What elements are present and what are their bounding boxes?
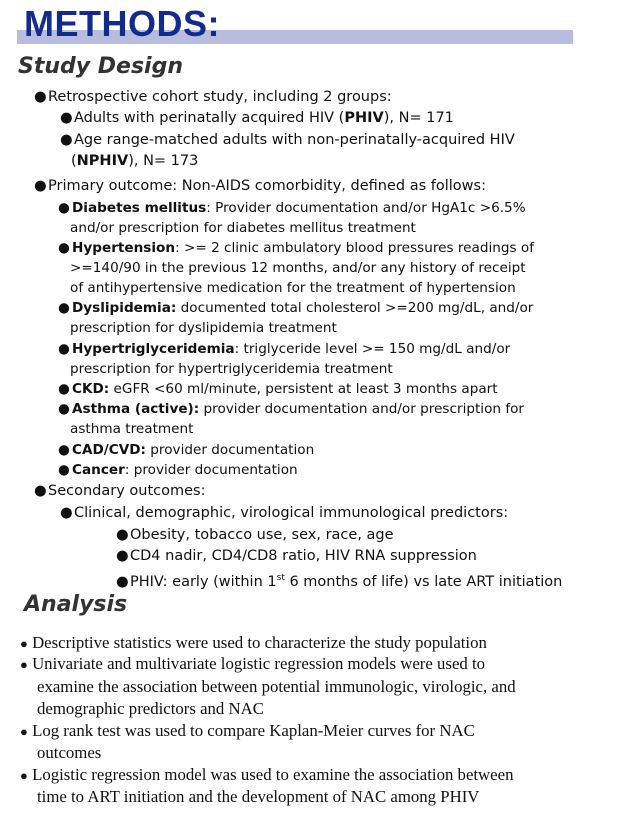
hypertension-cont-1: >=140/90 in the previous 12 months, and/or any history of receipt: [70, 260, 526, 276]
analysis-bullet-3: ● Log rank test was used to compare Kaplan-Meier curves for NAC: [20, 721, 475, 740]
asthma-cont: asthma treatment: [70, 421, 194, 437]
bullet-hypertension: ● Hypertension: >= 2 clinic ambulatory blood pressures readings of: [58, 240, 535, 256]
diabetes-cont: and/or prescription for diabetes mellitus treatment: [70, 220, 416, 236]
analysis-heading: Analysis: [24, 592, 128, 617]
page-title: METHODS:: [24, 3, 220, 44]
analysis-bullet-1: ● Descriptive statistics were used to characterize the study population: [20, 633, 487, 652]
bullet-phiv: ●Adults with perinatally acquired HIV (PHIV), N= 171: [60, 110, 454, 126]
bullet-ckd: ● CKD: eGFR <60 ml/minute, persistent at least 3 months apart: [58, 381, 498, 397]
bullet-cad-cvd: ● CAD/CVD: provider documentation: [58, 442, 315, 458]
bullet-obesity: ●Obesity, tobacco use, sex, race, age: [116, 527, 394, 543]
bullet-retrospective: ●Retrospective cohort study, including 2 groups:: [34, 89, 392, 105]
bullet-art-initiation: ●PHIV: early (within 1st 6 months of life) vs late ART initiation: [116, 573, 563, 590]
bullet-nphiv-cont: (NPHIV), N= 173: [71, 153, 199, 169]
analysis-bullet-4-cont: time to ART initiation and the development of NAC among PHIV: [37, 787, 480, 806]
bullet-hypertriglyceridemia: ● Hypertriglyceridemia: triglyceride level >= 150 mg/dL and/or: [58, 341, 511, 357]
bullet-primary-outcome: ●Primary outcome: Non-AIDS comorbidity, defined as follows:: [34, 178, 486, 194]
bullet-cancer: ● Cancer: provider documentation: [58, 462, 298, 478]
analysis-bullet-4: ● Logistic regression model was used to examine the association between: [20, 765, 514, 784]
bullet-secondary-outcomes: ●Secondary outcomes:: [34, 483, 206, 499]
analysis-bullet-2-cont-2: demographic predictors and NAC: [37, 699, 264, 718]
analysis-bullet-2-cont-1: examine the association between potential immunologic, virologic, and: [37, 677, 516, 696]
hypertriglyceridemia-cont: prescription for hypertriglyceridemia treatment: [70, 361, 393, 377]
analysis-bullet-2: ● Univariate and multivariate logistic regression models were used to: [20, 654, 486, 673]
bullet-cd4: ●CD4 nadir, CD4/CD8 ratio, HIV RNA suppression: [116, 548, 477, 564]
analysis-bullet-3-cont: outcomes: [37, 743, 102, 762]
bullet-asthma: ● Asthma (active): provider documentation and/or prescription for: [58, 401, 525, 417]
bullet-clinical-predictors: ●Clinical, demographic, virological immunological predictors:: [60, 505, 509, 521]
bullet-diabetes: ● Diabetes mellitus: Provider documentation and/or HgA1c >6.5%: [58, 200, 526, 216]
bullet-dyslipidemia: ● Dyslipidemia: documented total cholesterol >=200 mg/dL, and/or: [58, 300, 534, 316]
bullet-nphiv: ●Age range-matched adults with non-perinatally-acquired HIV: [60, 132, 515, 148]
study-design-heading: Study Design: [18, 54, 183, 79]
dyslipidemia-cont: prescription for dyslipidemia treatment: [70, 320, 337, 336]
hypertension-cont-2: of antihypertensive medication for the treatment of hypertension: [70, 280, 516, 296]
